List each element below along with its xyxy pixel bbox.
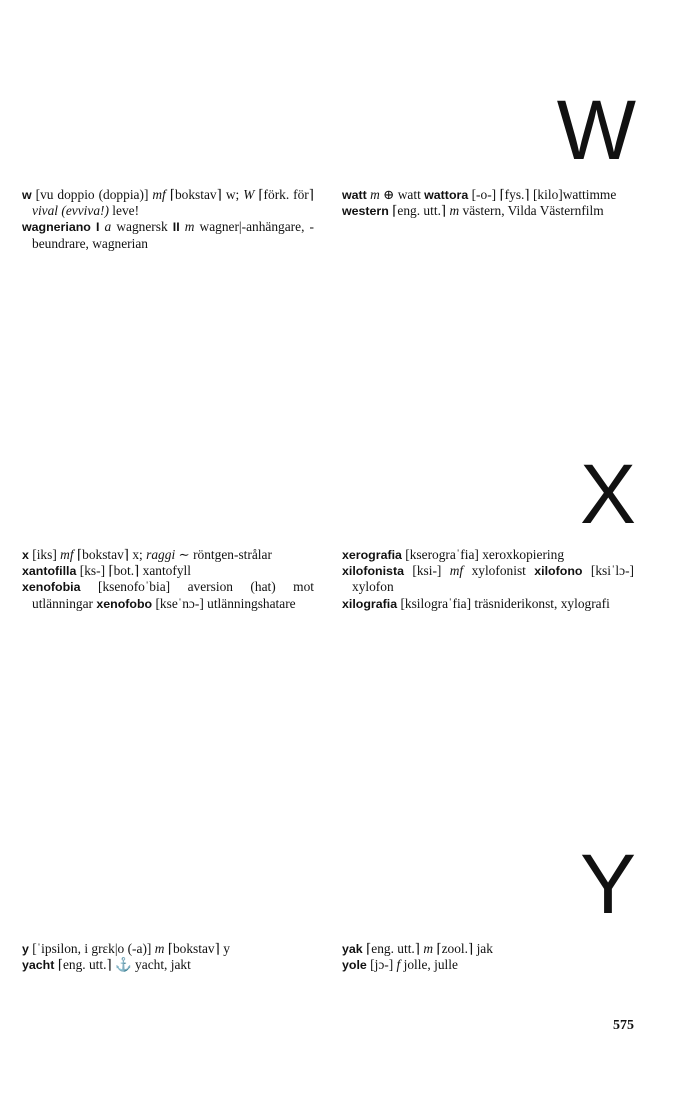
headword: x — [22, 548, 29, 562]
entry-text: ⌈eng. utt.⌉ ⚓ yacht, jakt — [54, 957, 191, 973]
headword: xilografia — [342, 596, 398, 611]
entry-xilofonista — [342, 563, 634, 595]
x-left-column — [22, 547, 314, 612]
entry-text: jolle, julle — [400, 957, 458, 973]
entry-text: ⌈bokstav⌉ w; — [165, 187, 244, 202]
entry-wagneriano — [22, 219, 314, 251]
entry-western — [342, 203, 634, 219]
entry-text: [ksiˈlɔ-] xylofon — [352, 563, 634, 595]
sense-number: I — [95, 220, 100, 235]
entry-text: wagner|-anhängare, -beundrare, wagnerian — [32, 219, 314, 251]
entry-xenofobia — [22, 579, 314, 611]
entry-text-italic: raggi — [146, 547, 176, 562]
headword: xilofonista — [342, 564, 404, 579]
entry-text: [-o-] ⌈fys.⌉ [kilo]wattimme — [468, 187, 617, 202]
entry-text: [ksenofoˈbia] aversion (hat) mot utlänningar — [32, 579, 314, 611]
gender-label: m — [154, 941, 165, 956]
gender-label: m — [423, 941, 434, 956]
entry-text: [ks-] ⌈bot.⌉ xantofyll — [76, 563, 191, 579]
entry-text-italic: vival (evviva!) — [32, 203, 109, 219]
entry-text: [ˈipsilon, i grɛk|o (-a)] — [28, 941, 155, 956]
entry-text: [vu doppio (doppia)] — [31, 187, 153, 202]
w-right-column — [342, 187, 634, 219]
headword: wattora — [424, 188, 469, 202]
headword: w — [22, 188, 32, 202]
gender-label: mf — [449, 563, 464, 579]
headword: xenofobo — [96, 596, 153, 611]
w-left-column — [22, 187, 314, 252]
entry-text: [ksilograˈfia] träsniderikonst, xylografi — [397, 595, 610, 611]
headword: yole — [342, 958, 367, 973]
headword: wagneriano — [22, 220, 91, 235]
headword: xenofobia — [22, 580, 81, 595]
entry-text: [kseˈnɔ-] utlänningshatare — [152, 595, 296, 611]
entry-text: ⊕ watt — [379, 187, 425, 202]
entry-w — [22, 187, 314, 219]
headword: watt — [342, 188, 367, 202]
entry-text: [jɔ-] — [366, 957, 397, 973]
entry-text: ⌈förk. för⌉ — [254, 187, 314, 202]
entry-text: ⌈eng. utt.⌉ — [388, 203, 450, 219]
entry-yacht — [22, 957, 314, 973]
headword: western — [342, 204, 389, 219]
entry-text: ⌈zool.⌉ jak — [433, 941, 493, 956]
section-letter-y: Y — [579, 837, 636, 931]
headword: y — [22, 942, 29, 956]
entry-x — [22, 547, 314, 563]
page-number: 575 — [613, 1018, 634, 1033]
entry-text: [iks] — [28, 547, 61, 562]
gender-label: mf — [152, 187, 166, 202]
entry-yole — [342, 957, 634, 973]
gender-label: m — [449, 203, 460, 219]
headword: xerografia — [342, 548, 402, 562]
x-right-column — [342, 547, 634, 612]
sense-number: II — [172, 220, 180, 235]
entry-yak — [342, 941, 634, 957]
entry-text: ⌈bokstav⌉ x; — [73, 547, 147, 562]
pos-label: a — [104, 219, 112, 235]
headword: xilofono — [534, 564, 583, 579]
headword: xantofilla — [22, 564, 77, 579]
entry-xantofilla — [22, 563, 314, 579]
y-left-column — [22, 941, 314, 973]
headword: yacht — [22, 958, 55, 973]
entry-text: ⌈eng. utt.⌉ — [362, 941, 424, 956]
gender-label: m — [370, 187, 380, 202]
entry-xerografia — [342, 547, 634, 563]
entry-text: västern, Vilda Västernfilm — [459, 203, 604, 219]
entry-text: leve! — [108, 203, 140, 219]
headword: yak — [342, 942, 363, 956]
entry-text: [ksi-] — [403, 563, 450, 579]
gender-label: f — [396, 957, 401, 973]
entry-xilografia — [342, 596, 634, 612]
entry-text: ∼ röntgen-strålar — [175, 547, 272, 562]
entry-text: wagnersk — [111, 219, 173, 235]
entry-y — [22, 941, 314, 957]
entry-text-italic: W — [243, 187, 255, 202]
y-right-column — [342, 941, 634, 973]
entry-watt — [342, 187, 634, 203]
section-letter-x: X — [579, 447, 636, 541]
entry-text: xylofonist — [463, 563, 535, 579]
section-letter-w: W — [556, 83, 636, 177]
gender-label: m — [184, 219, 195, 235]
entry-text: [kserograˈfia] xeroxkopiering — [401, 547, 565, 562]
gender-label: mf — [60, 547, 74, 562]
entry-text: ⌈bokstav⌉ y — [164, 941, 230, 956]
